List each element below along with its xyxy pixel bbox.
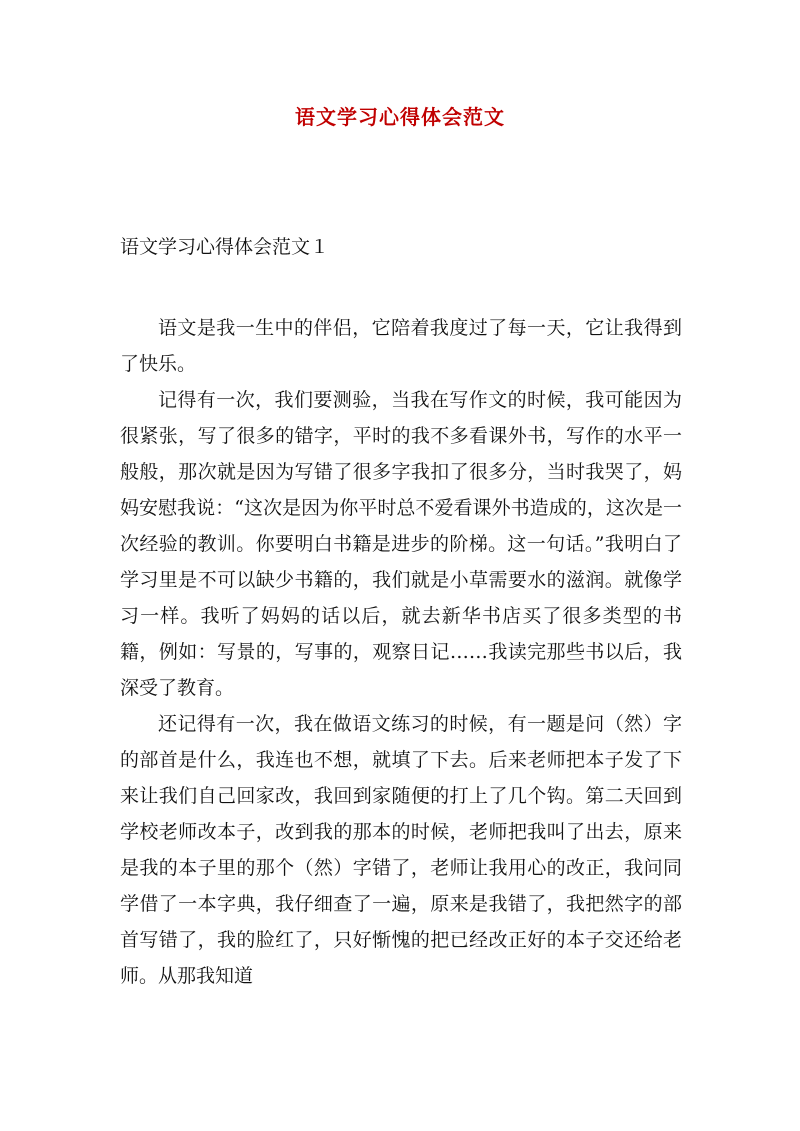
paragraph-1: 语文是我一生中的伴侣，它陪着我度过了每一天，它让我得到了快乐。 (120, 317, 682, 375)
document-body (120, 310, 682, 994)
document-title: 语文学习心得体会范文 (295, 105, 505, 129)
paragraph-2: 记得有一次，我们要测验，当我在写作文的时候，我可能因为很紧张，写了很多的错字，平时的我不多看课外书，写作的水平一般般，那次就是因为写错了很多字我扣了很多分，当时我哭了，妈妈安慰我说：“这次是因为你平时总不爱看课外书造成的，这次是一次经验的教训。你要明白书籍是进步的阶梯。这一句话。”我明白了学习里是不可以缺少书籍的，我们就是小草需要水的滋润。就像学习一样。我听了妈妈的话以后，就去新华书店买了很多类型的书籍，例如：写景的，写事的，观察日记……我读完那些书以后，我深受了教育。 (120, 389, 682, 699)
paragraph-3: 还记得有一次，我在做语文练习的时候，有一题是问（然）字的部首是什么，我连也不想，就填了下去。后来老师把本子发了下来让我们自己回家改，我回到家随便的打上了几个钩。第二天回到学校老师改本子，改到我的那本的时候，老师把我叫了出去，原来是我的本子里的那个（然）字错了，老师让我用心的改正，我问同学借了一本字典，我仔细查了一遍，原来是我错了，我把然字的部首写错了，我的脸红了，只好惭愧的把已经改正好的本子交还给老师。从那我知道 (120, 713, 682, 987)
section-heading: 语文学习心得体会范文１ (120, 236, 330, 258)
